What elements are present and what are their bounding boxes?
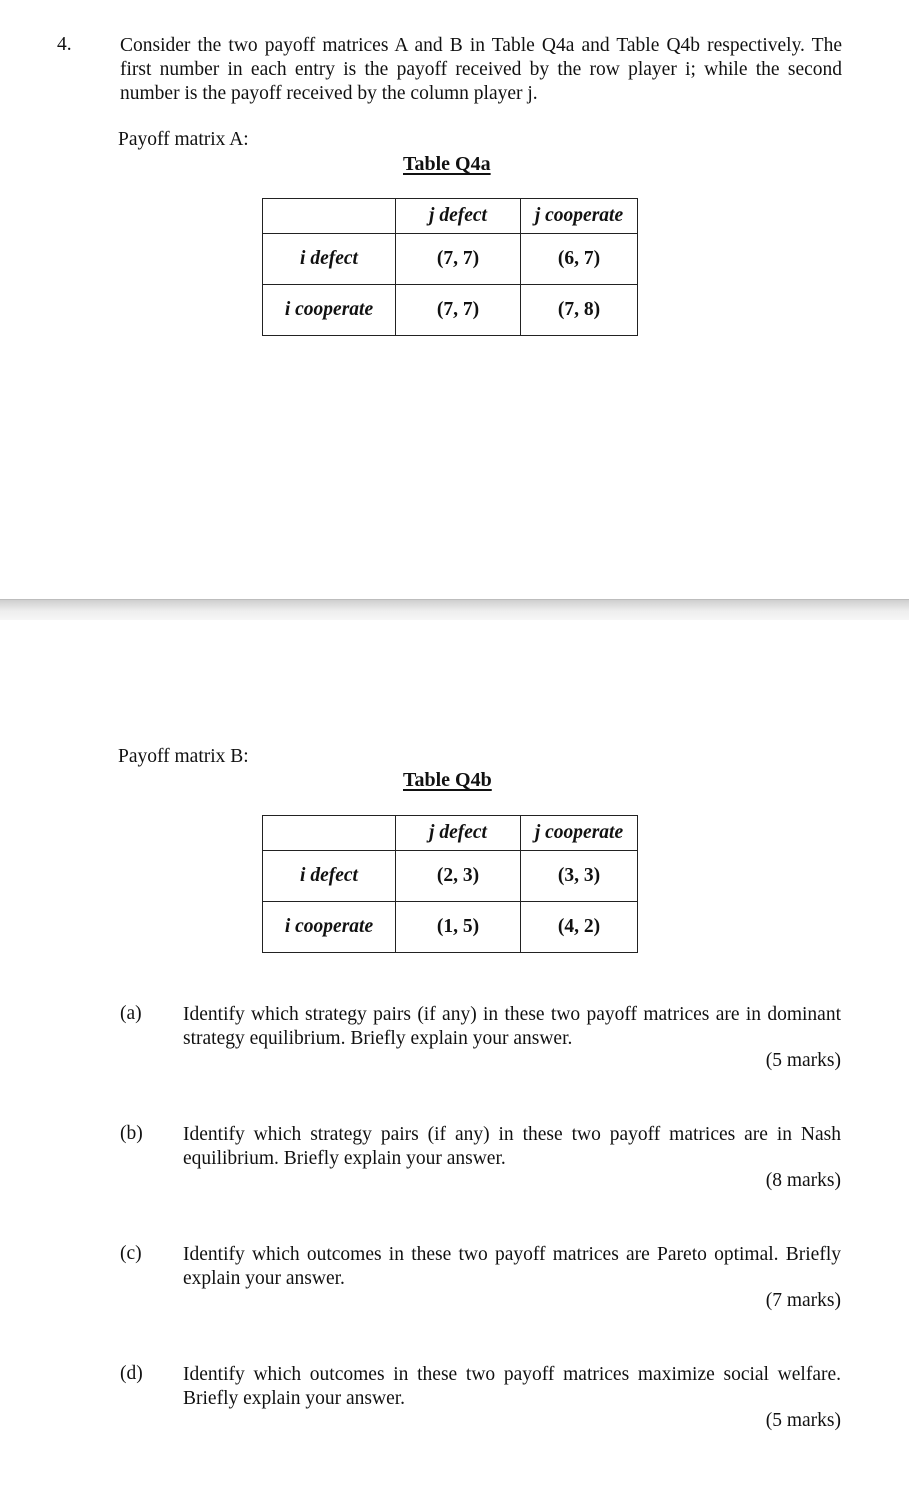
part-c-text: Identify which outcomes in these two payoff matrices are Pareto optimal. Briefly explain your answer.	[183, 1244, 841, 1289]
row-header-i-cooperate: i cooperate	[263, 902, 396, 953]
part-d-text: Identify which outcomes in these two payoff matrices maximize social welfare. Briefly explain your answer.	[183, 1364, 841, 1409]
payoff-cell: (2, 3)	[396, 851, 521, 902]
table-row	[263, 902, 638, 953]
col-header-j-cooperate: j cooperate	[521, 816, 638, 851]
question-number: 4.	[57, 34, 72, 55]
payoff-cell: (7, 7)	[396, 234, 521, 285]
part-d-marks: (5 marks)	[765, 1410, 841, 1431]
payoff-cell: (4, 2)	[521, 902, 638, 953]
payoff-cell: (3, 3)	[521, 851, 638, 902]
table-row	[263, 851, 638, 902]
table-corner-cell	[263, 199, 396, 234]
table-corner-cell	[263, 816, 396, 851]
row-header-i-defect: i defect	[263, 234, 396, 285]
part-b-text: Identify which strategy pairs (if any) in these two payoff matrices are in Nash equilibrium. Briefly explain your answer.	[183, 1124, 841, 1169]
matrix-a-label: Payoff matrix A:	[118, 129, 249, 150]
table-q4b	[262, 815, 638, 953]
matrix-b-label: Payoff matrix B:	[118, 746, 249, 767]
part-a-marks: (5 marks)	[765, 1050, 841, 1071]
table-header-row	[263, 816, 638, 851]
table-row	[263, 285, 638, 336]
payoff-cell: (6, 7)	[521, 234, 638, 285]
row-header-i-defect: i defect	[263, 851, 396, 902]
part-b-label: (b)	[120, 1123, 143, 1144]
payoff-cell: (1, 5)	[396, 902, 521, 953]
part-c-marks: (7 marks)	[765, 1290, 841, 1311]
payoff-cell: (7, 8)	[521, 285, 638, 336]
page-separator	[0, 599, 909, 620]
table-q4a-title: Table Q4a	[403, 153, 491, 175]
question-intro: Consider the two payoff matrices A and B in Table Q4a and Table Q4b respectively. The first number in each entry is the payoff received by the row player i; while the second number is the payoff received by the column player j.	[120, 35, 842, 104]
part-a-text: Identify which strategy pairs (if any) in these two payoff matrices are in dominant strategy equilibrium. Briefly explain your answer.	[183, 1004, 841, 1049]
col-header-j-defect: j defect	[396, 816, 521, 851]
part-d-label: (d)	[120, 1363, 143, 1384]
table-q4a	[262, 198, 638, 336]
part-b-marks: (8 marks)	[765, 1170, 841, 1191]
row-header-i-cooperate: i cooperate	[263, 285, 396, 336]
table-q4b-title: Table Q4b	[403, 769, 492, 791]
part-a-label: (a)	[120, 1003, 142, 1024]
table-row	[263, 234, 638, 285]
payoff-cell: (7, 7)	[396, 285, 521, 336]
col-header-j-cooperate: j cooperate	[521, 199, 638, 234]
table-header-row	[263, 199, 638, 234]
col-header-j-defect: j defect	[396, 199, 521, 234]
part-c-label: (c)	[120, 1243, 142, 1264]
